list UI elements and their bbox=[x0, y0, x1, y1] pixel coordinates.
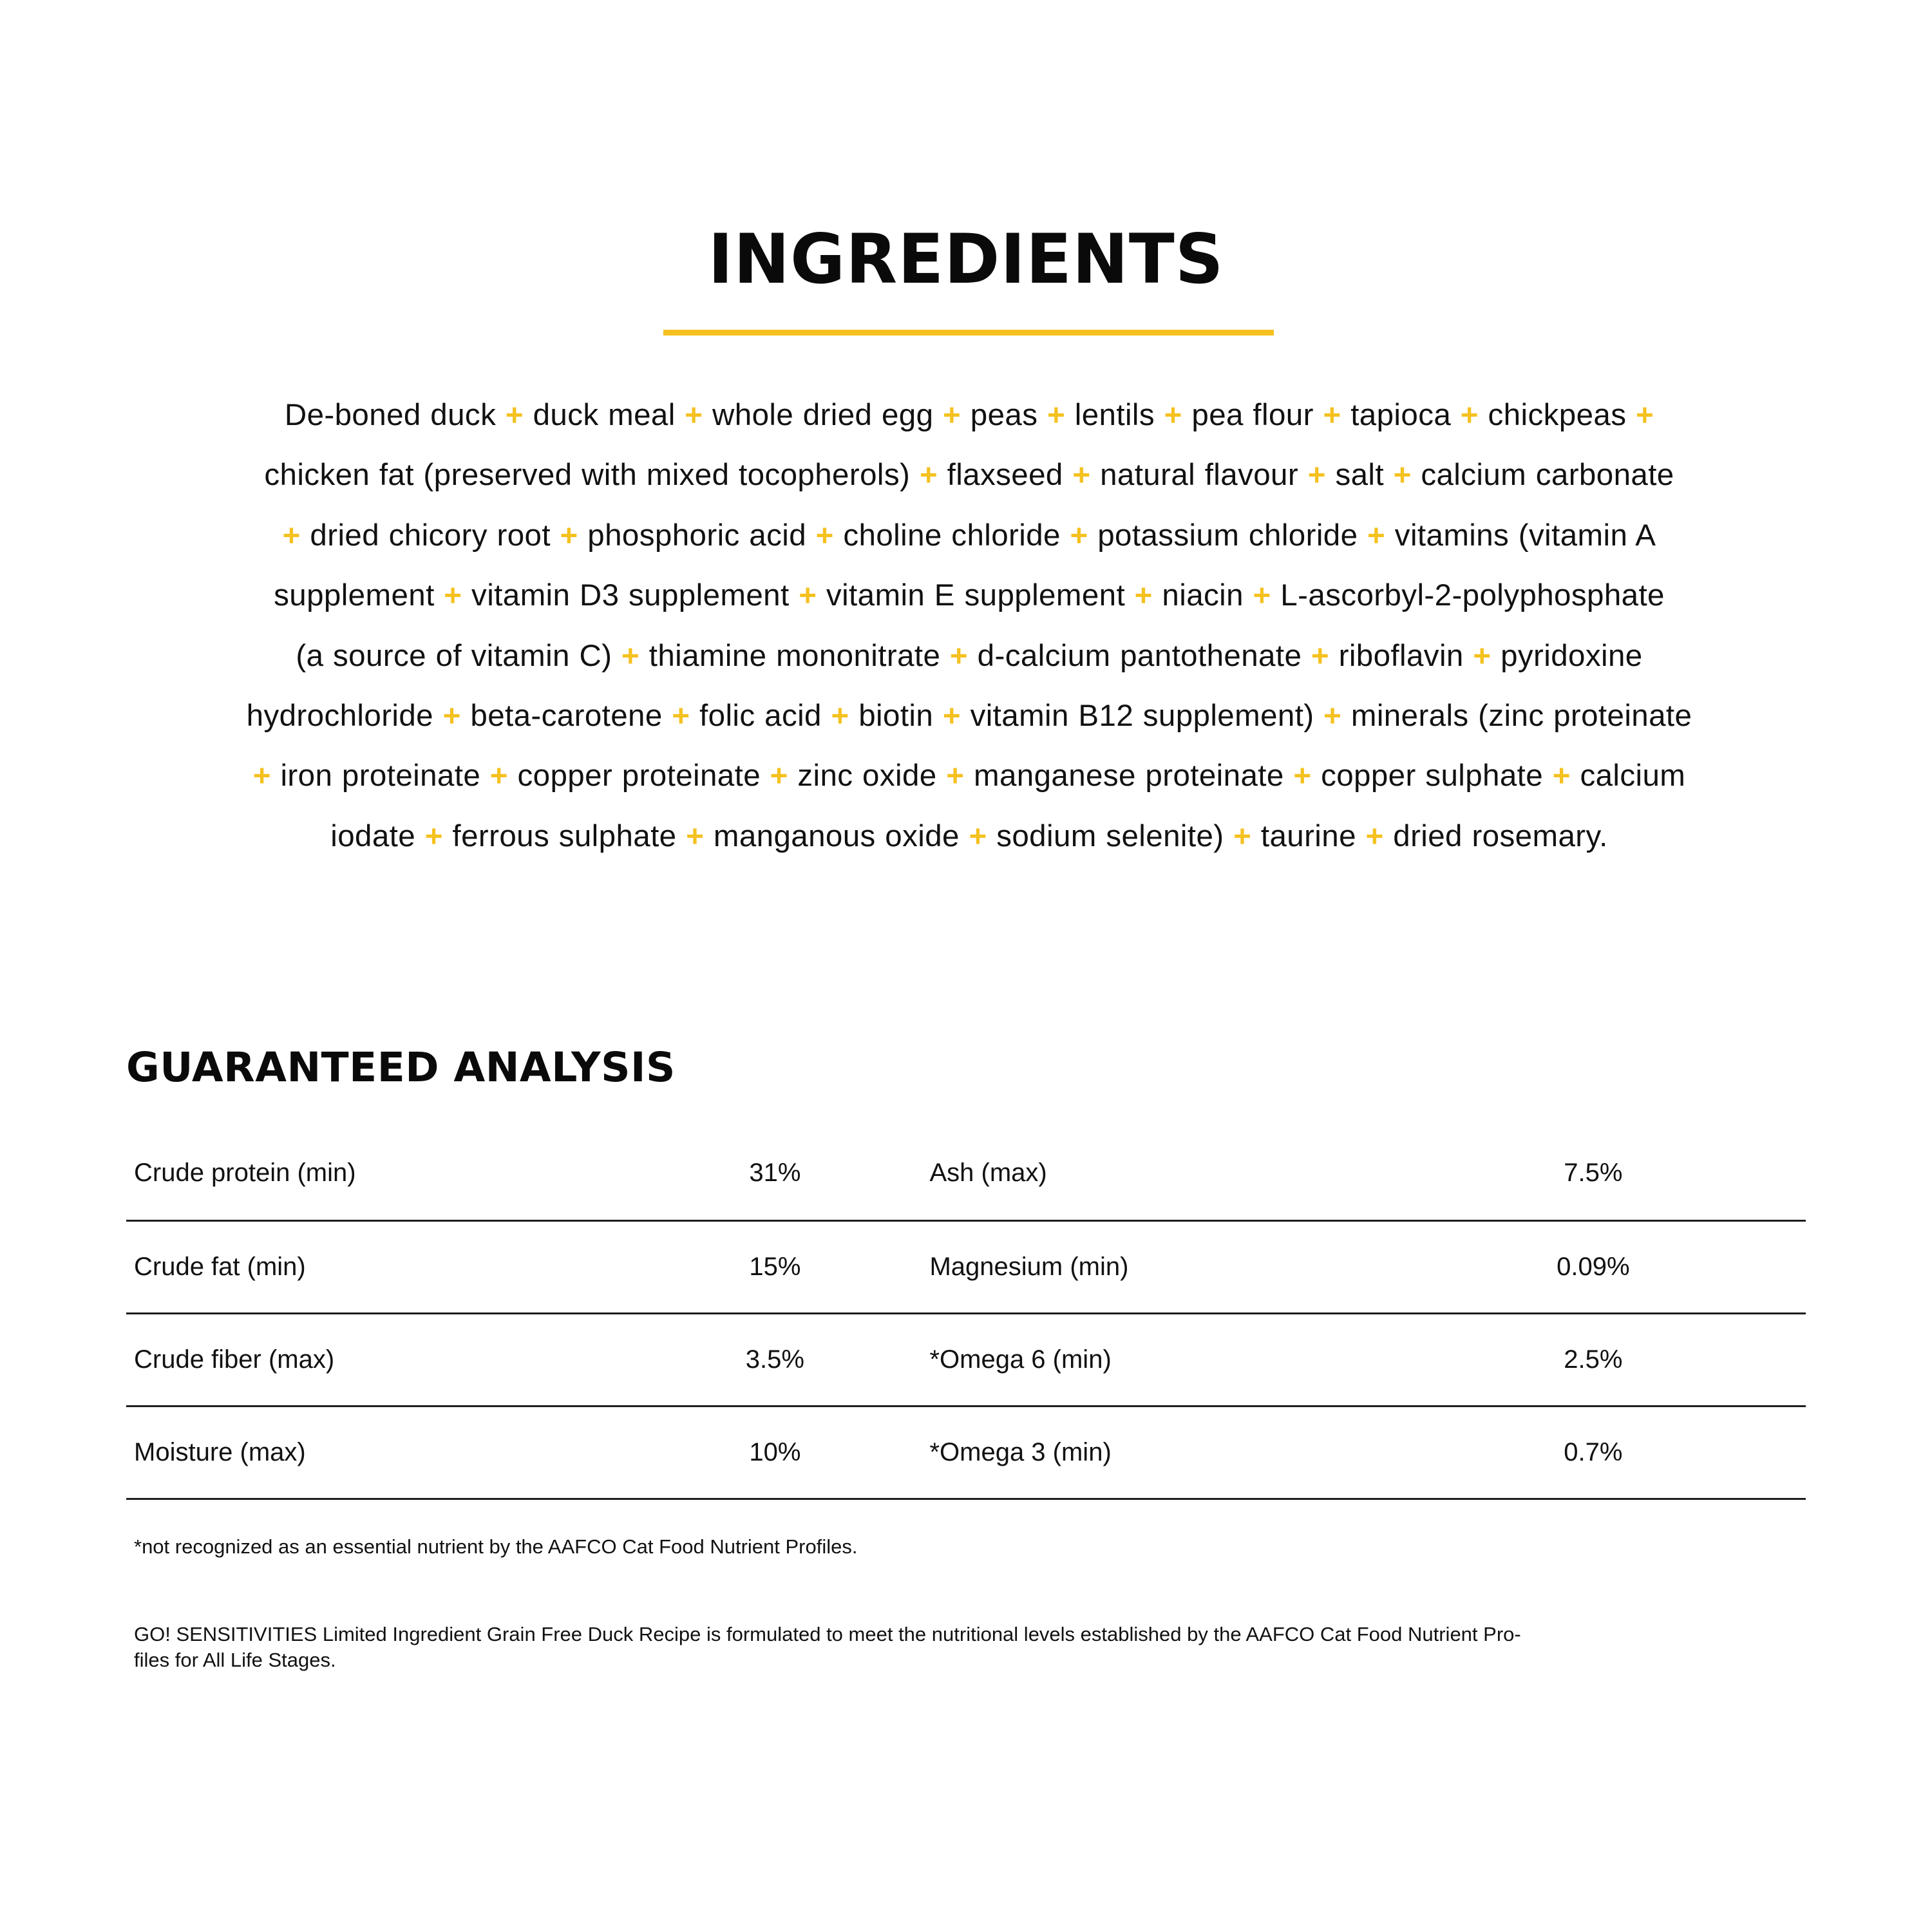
plus-separator-icon: + bbox=[1293, 759, 1312, 793]
plus-separator-icon: + bbox=[1365, 819, 1384, 853]
ingredient-item: d-calcium pantothenate bbox=[977, 638, 1302, 673]
plus-separator-icon: + bbox=[942, 699, 961, 734]
plus-separator-icon: + bbox=[672, 699, 690, 734]
ingredient-item: zinc oxide bbox=[797, 759, 937, 793]
plus-separator-icon: + bbox=[1473, 638, 1492, 673]
ingredient-item: pyridoxine bbox=[1501, 638, 1643, 673]
ingredient-item: iodate bbox=[330, 819, 416, 853]
plus-separator-icon: + bbox=[282, 518, 301, 553]
plus-separator-icon: + bbox=[1164, 398, 1182, 432]
nutrient-label: Magnesium (min) bbox=[929, 1220, 1509, 1313]
nutrient-value: 0.09% bbox=[1510, 1220, 1677, 1313]
ingredient-item: manganese proteinate bbox=[973, 759, 1284, 793]
column-gap bbox=[849, 1220, 929, 1313]
ingredient-item: phosphoric acid bbox=[587, 518, 807, 553]
ingredient-item: supplement bbox=[274, 578, 435, 613]
ingredient-item: folic acid bbox=[699, 699, 822, 734]
ingredient-item: iron proteinate bbox=[280, 759, 481, 793]
plus-separator-icon: + bbox=[1233, 819, 1252, 853]
plus-separator-icon: + bbox=[444, 578, 462, 613]
table-row bbox=[126, 1127, 1806, 1220]
ingredients-line bbox=[132, 385, 1806, 445]
column-tail bbox=[1677, 1220, 1806, 1313]
table-row bbox=[126, 1313, 1806, 1406]
ingredient-item: vitamin E supplement bbox=[826, 578, 1126, 613]
plus-separator-icon: + bbox=[799, 578, 817, 613]
plus-separator-icon: + bbox=[1072, 458, 1091, 493]
table-row bbox=[126, 1220, 1806, 1313]
plus-separator-icon: + bbox=[685, 398, 703, 432]
nutrient-label: *Omega 6 (min) bbox=[929, 1313, 1509, 1406]
table-row bbox=[126, 1406, 1806, 1499]
ingredient-item: L-ascorbyl-2-polyphosphate bbox=[1280, 578, 1665, 613]
plus-separator-icon: + bbox=[1070, 518, 1088, 553]
footnote: *not recognized as an essential nutrient by the AAFCO Cat Food Nutrient Profiles. bbox=[134, 1535, 858, 1558]
ingredient-item: copper sulphate bbox=[1321, 759, 1544, 793]
plus-separator-icon: + bbox=[1311, 638, 1330, 673]
ingredient-item: manganous oxide bbox=[713, 819, 960, 853]
ingredient-item: tapioca bbox=[1350, 398, 1452, 432]
column-gap bbox=[849, 1127, 929, 1220]
plus-separator-icon: + bbox=[1323, 699, 1342, 734]
ingredient-item: vitamin B12 supplement) bbox=[970, 699, 1314, 734]
aafco-statement bbox=[134, 1622, 1808, 1673]
guaranteed-analysis-title: GUARANTEED ANALYSIS bbox=[126, 1044, 676, 1091]
plus-separator-icon: + bbox=[1460, 398, 1479, 432]
ingredient-item: chicken fat (preserved with mixed tocopherols) bbox=[264, 458, 911, 493]
plus-separator-icon: + bbox=[1323, 398, 1341, 432]
plus-separator-icon: + bbox=[686, 819, 705, 853]
ingredient-item: potassium chloride bbox=[1097, 518, 1358, 553]
plus-separator-icon: + bbox=[943, 398, 961, 432]
ingredient-item: riboflavin bbox=[1338, 638, 1464, 673]
plus-separator-icon: + bbox=[770, 759, 788, 793]
ingredient-item: dried chicory root bbox=[310, 518, 551, 553]
ingredient-item: ferrous sulphate bbox=[452, 819, 677, 853]
ingredient-item: dried rosemary. bbox=[1393, 819, 1608, 853]
guaranteed-analysis-table bbox=[126, 1127, 1806, 1500]
ingredient-item: flaxseed bbox=[947, 458, 1063, 493]
nutrient-label: Crude protein (min) bbox=[126, 1127, 701, 1220]
plus-separator-icon: + bbox=[505, 398, 524, 432]
nutrient-label: Moisture (max) bbox=[126, 1406, 701, 1499]
ingredients-line bbox=[132, 445, 1806, 505]
plus-separator-icon: + bbox=[1047, 398, 1066, 432]
plus-separator-icon: + bbox=[621, 638, 640, 673]
plus-separator-icon: + bbox=[1307, 458, 1326, 493]
nutrient-value: 0.7% bbox=[1510, 1406, 1677, 1499]
column-tail bbox=[1677, 1406, 1806, 1499]
ingredients-line bbox=[132, 506, 1806, 565]
ingredient-item: niacin bbox=[1162, 578, 1244, 613]
nutrient-label: Ash (max) bbox=[929, 1127, 1509, 1220]
plus-separator-icon: + bbox=[560, 518, 578, 553]
ingredient-item: choline chloride bbox=[843, 518, 1061, 553]
ingredient-item: calcium bbox=[1580, 759, 1686, 793]
ingredients-line bbox=[132, 746, 1806, 806]
plus-separator-icon: + bbox=[1367, 518, 1386, 553]
plus-separator-icon: + bbox=[919, 458, 938, 493]
column-tail bbox=[1677, 1313, 1806, 1406]
nutrient-value: 3.5% bbox=[701, 1313, 849, 1406]
ingredient-item: (a source of vitamin C) bbox=[296, 638, 612, 673]
ingredient-item: vitamins (vitamin A bbox=[1394, 518, 1656, 553]
ingredient-item: chickpeas bbox=[1488, 398, 1627, 432]
ingredients-line bbox=[132, 686, 1806, 746]
nutrient-value: 2.5% bbox=[1510, 1313, 1677, 1406]
plus-separator-icon: + bbox=[1552, 759, 1571, 793]
ingredient-item: salt bbox=[1335, 458, 1384, 493]
ingredient-item: De-boned duck bbox=[284, 398, 497, 432]
plus-separator-icon: + bbox=[424, 819, 443, 853]
plus-separator-icon: + bbox=[252, 759, 271, 793]
ingredient-item: whole dried egg bbox=[712, 398, 934, 432]
plus-separator-icon: + bbox=[489, 759, 508, 793]
nutrient-value: 10% bbox=[701, 1406, 849, 1499]
nutrient-label: *Omega 3 (min) bbox=[929, 1406, 1509, 1499]
nutrient-value: 31% bbox=[701, 1127, 849, 1220]
plus-separator-icon: + bbox=[1134, 578, 1153, 613]
plus-separator-icon: + bbox=[442, 699, 461, 734]
ingredient-item: sodium selenite) bbox=[996, 819, 1224, 853]
statement-line: GO! SENSITIVITIES Limited Ingredient Grain Free Duck Recipe is formulated to meet the nutritional levels established by the AAFCO Cat Food Nutrient Pro- bbox=[134, 1623, 1521, 1645]
plus-separator-icon: + bbox=[946, 759, 965, 793]
title-underline-divider bbox=[663, 330, 1274, 336]
column-tail bbox=[1677, 1127, 1806, 1220]
ingredient-item: taurine bbox=[1260, 819, 1356, 853]
ingredient-item: hydrochloride bbox=[246, 699, 434, 734]
ingredient-item: copper proteinate bbox=[517, 759, 761, 793]
ingredients-list bbox=[132, 385, 1806, 866]
nutrient-value: 15% bbox=[701, 1220, 849, 1313]
plus-separator-icon: + bbox=[831, 699, 849, 734]
column-gap bbox=[849, 1406, 929, 1499]
ingredient-item: duck meal bbox=[533, 398, 676, 432]
ingredient-item: peas bbox=[970, 398, 1038, 432]
ingredient-item: biotin bbox=[858, 699, 934, 734]
nutrient-label: Crude fiber (max) bbox=[126, 1313, 701, 1406]
plus-separator-icon: + bbox=[969, 819, 987, 853]
ingredients-line bbox=[132, 565, 1806, 625]
plus-separator-icon: + bbox=[949, 638, 969, 673]
column-gap bbox=[849, 1313, 929, 1406]
ingredient-item: lentils bbox=[1074, 398, 1155, 432]
ingredient-item: vitamin D3 supplement bbox=[471, 578, 790, 613]
ingredients-line bbox=[132, 806, 1806, 866]
statement-line: files for All Life Stages. bbox=[134, 1649, 336, 1671]
nutrient-label: Crude fat (min) bbox=[126, 1220, 701, 1313]
page-title: INGREDIENTS bbox=[708, 220, 1224, 299]
plus-separator-icon: + bbox=[1253, 578, 1271, 613]
ingredient-item: beta-carotene bbox=[470, 699, 663, 734]
ingredient-item: pea flour bbox=[1191, 398, 1314, 432]
ingredient-item: natural flavour bbox=[1100, 458, 1299, 493]
plus-separator-icon: + bbox=[815, 518, 834, 553]
ingredient-item: thiamine mononitrate bbox=[649, 638, 941, 673]
nutrient-value: 7.5% bbox=[1510, 1127, 1677, 1220]
plus-separator-icon: + bbox=[1635, 398, 1654, 432]
ingredient-item: minerals (zinc proteinate bbox=[1350, 699, 1692, 734]
plus-separator-icon: + bbox=[1393, 458, 1412, 493]
ingredients-line bbox=[132, 626, 1806, 686]
ingredient-item: calcium carbonate bbox=[1421, 458, 1674, 493]
